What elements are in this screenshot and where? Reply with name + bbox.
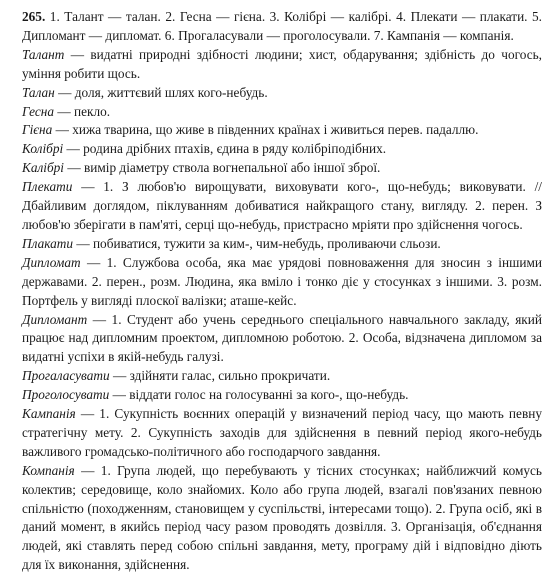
entry-kompaniia xyxy=(22,462,542,575)
entry-plekaty xyxy=(22,178,542,235)
exercise-paragraph xyxy=(22,8,542,46)
entry-word: Калібрі xyxy=(22,160,65,176)
entry-word: Плекати xyxy=(22,179,73,195)
entry-definition: — 1. Службова особа, яка має урядові повноваження для зносин з іншими державами. 2. перен., розм. Людина, яка вміло і тонко діє у стосунках з іншими. 3. розм. Портфель у вигляді плоскої валізки; аташе-кейс. xyxy=(22,254,542,308)
entry-kalibri xyxy=(22,159,542,178)
entry-definition: — віддати голос на голосуванні за кого-, що-небудь. xyxy=(109,387,409,403)
entry-word: Колібрі xyxy=(22,141,64,157)
exercise-number: 265. xyxy=(22,9,46,24)
entry-plakaty xyxy=(22,235,542,254)
entry-word: Гієна xyxy=(22,122,53,138)
entry-word: Плакати xyxy=(22,235,73,251)
entry-definition: — 1. Студент або учень середнього спеціального навчального закладу, який працює над дипломним проектом, дипломною роботою. 2. Особа, відзначена дипломом за видатні успіхи в якій-небудь галузі. xyxy=(22,311,542,365)
entry-progolosuvaty xyxy=(22,386,542,405)
entry-definition: — побиватися, тужити за ким-, чим-небудь, проливаючи сльози. xyxy=(73,235,441,251)
entry-gesna xyxy=(22,103,542,122)
entry-word: Компанія xyxy=(22,462,75,478)
entry-dyplomant xyxy=(22,311,542,368)
entry-definition: — родина дрібних птахів, єдина в ряду колібріподібних. xyxy=(63,141,387,157)
entry-word: Дипломат xyxy=(22,254,81,270)
entry-definition: — видатні природні здібності людини; хист, обдарування; здібність до чогось, уміння робити щось. xyxy=(22,46,542,81)
entry-giena xyxy=(22,121,542,140)
entry-definition: — 1. З любов'ю вирощувати, виховувати кого-, що-небудь; виковувати. // Дбайливим доглядом, піклуванням добиватися найкращого стану, вигляду. 2. перен. З любов'ю зберігати в пам'яті, серці що-небудь, пристрасно мріяти про здійснення чогось. xyxy=(22,179,542,232)
exercise-text: 1. Талант — талан. 2. Гесна — гієна. 3. Колібрі — калібрі. 4. Плекати — плакати. 5. Дипломант — дипломат. 6. Прогаласували — проголосували. 7. Кампанія — компанія. xyxy=(22,9,542,43)
entry-kampaniia xyxy=(22,405,542,462)
entry-word: Талант xyxy=(22,46,65,62)
entry-word: Дипломант xyxy=(22,311,88,327)
entry-kolibri xyxy=(22,140,542,159)
entry-word: Кампанія xyxy=(22,406,76,422)
entry-word: Проголосувати xyxy=(22,387,110,403)
entry-word: Талан xyxy=(22,84,55,100)
entry-definition: — здійняти галас, сильно прокричати. xyxy=(109,368,331,384)
entry-talan xyxy=(22,84,542,103)
entry-word: Гесна xyxy=(22,103,55,119)
entry-word: Прогаласувати xyxy=(22,368,110,384)
entry-definition: — 1. Група людей, що перебувають у тісних стосунках; найближчий комусь колектив; середовище, коло знайомих. Коло або група людей, взагалі пов'язаних певною спільністю (походженням, становищем у суспільстві, інтересами тощо). 2. Група осіб, які в даний момент, в якийсь період часу разом проводять дозвілля. 3. Організація, об'єднання людей, які ставлять перед собою спільні завдання, мету, програму дій і відповідно діють для їх виконання, здійснення. xyxy=(22,462,542,573)
entry-definition: — 1. Сукупність воєнних операцій у визначений період часу, що мають певну стратегічну мету. 2. Сукупність заходів для здійснення в певний період якого-небудь важливого громадсько-політичного або господарчого завдання. xyxy=(22,406,542,459)
page xyxy=(22,0,542,575)
entry-progalasuvaty xyxy=(22,367,542,386)
entry-talant xyxy=(22,46,542,84)
entry-definition: — вимір діаметру ствола вогнепальної або іншої зброї. xyxy=(64,160,381,176)
entry-definition: — доля, життєвий шлях кого-небудь. xyxy=(54,84,268,100)
entry-definition: — пекло. xyxy=(54,103,111,119)
entry-dyplomat xyxy=(22,254,542,311)
entry-definition: — хижа тварина, що живе в південних країнах і живиться перев. падаллю. xyxy=(52,122,479,138)
